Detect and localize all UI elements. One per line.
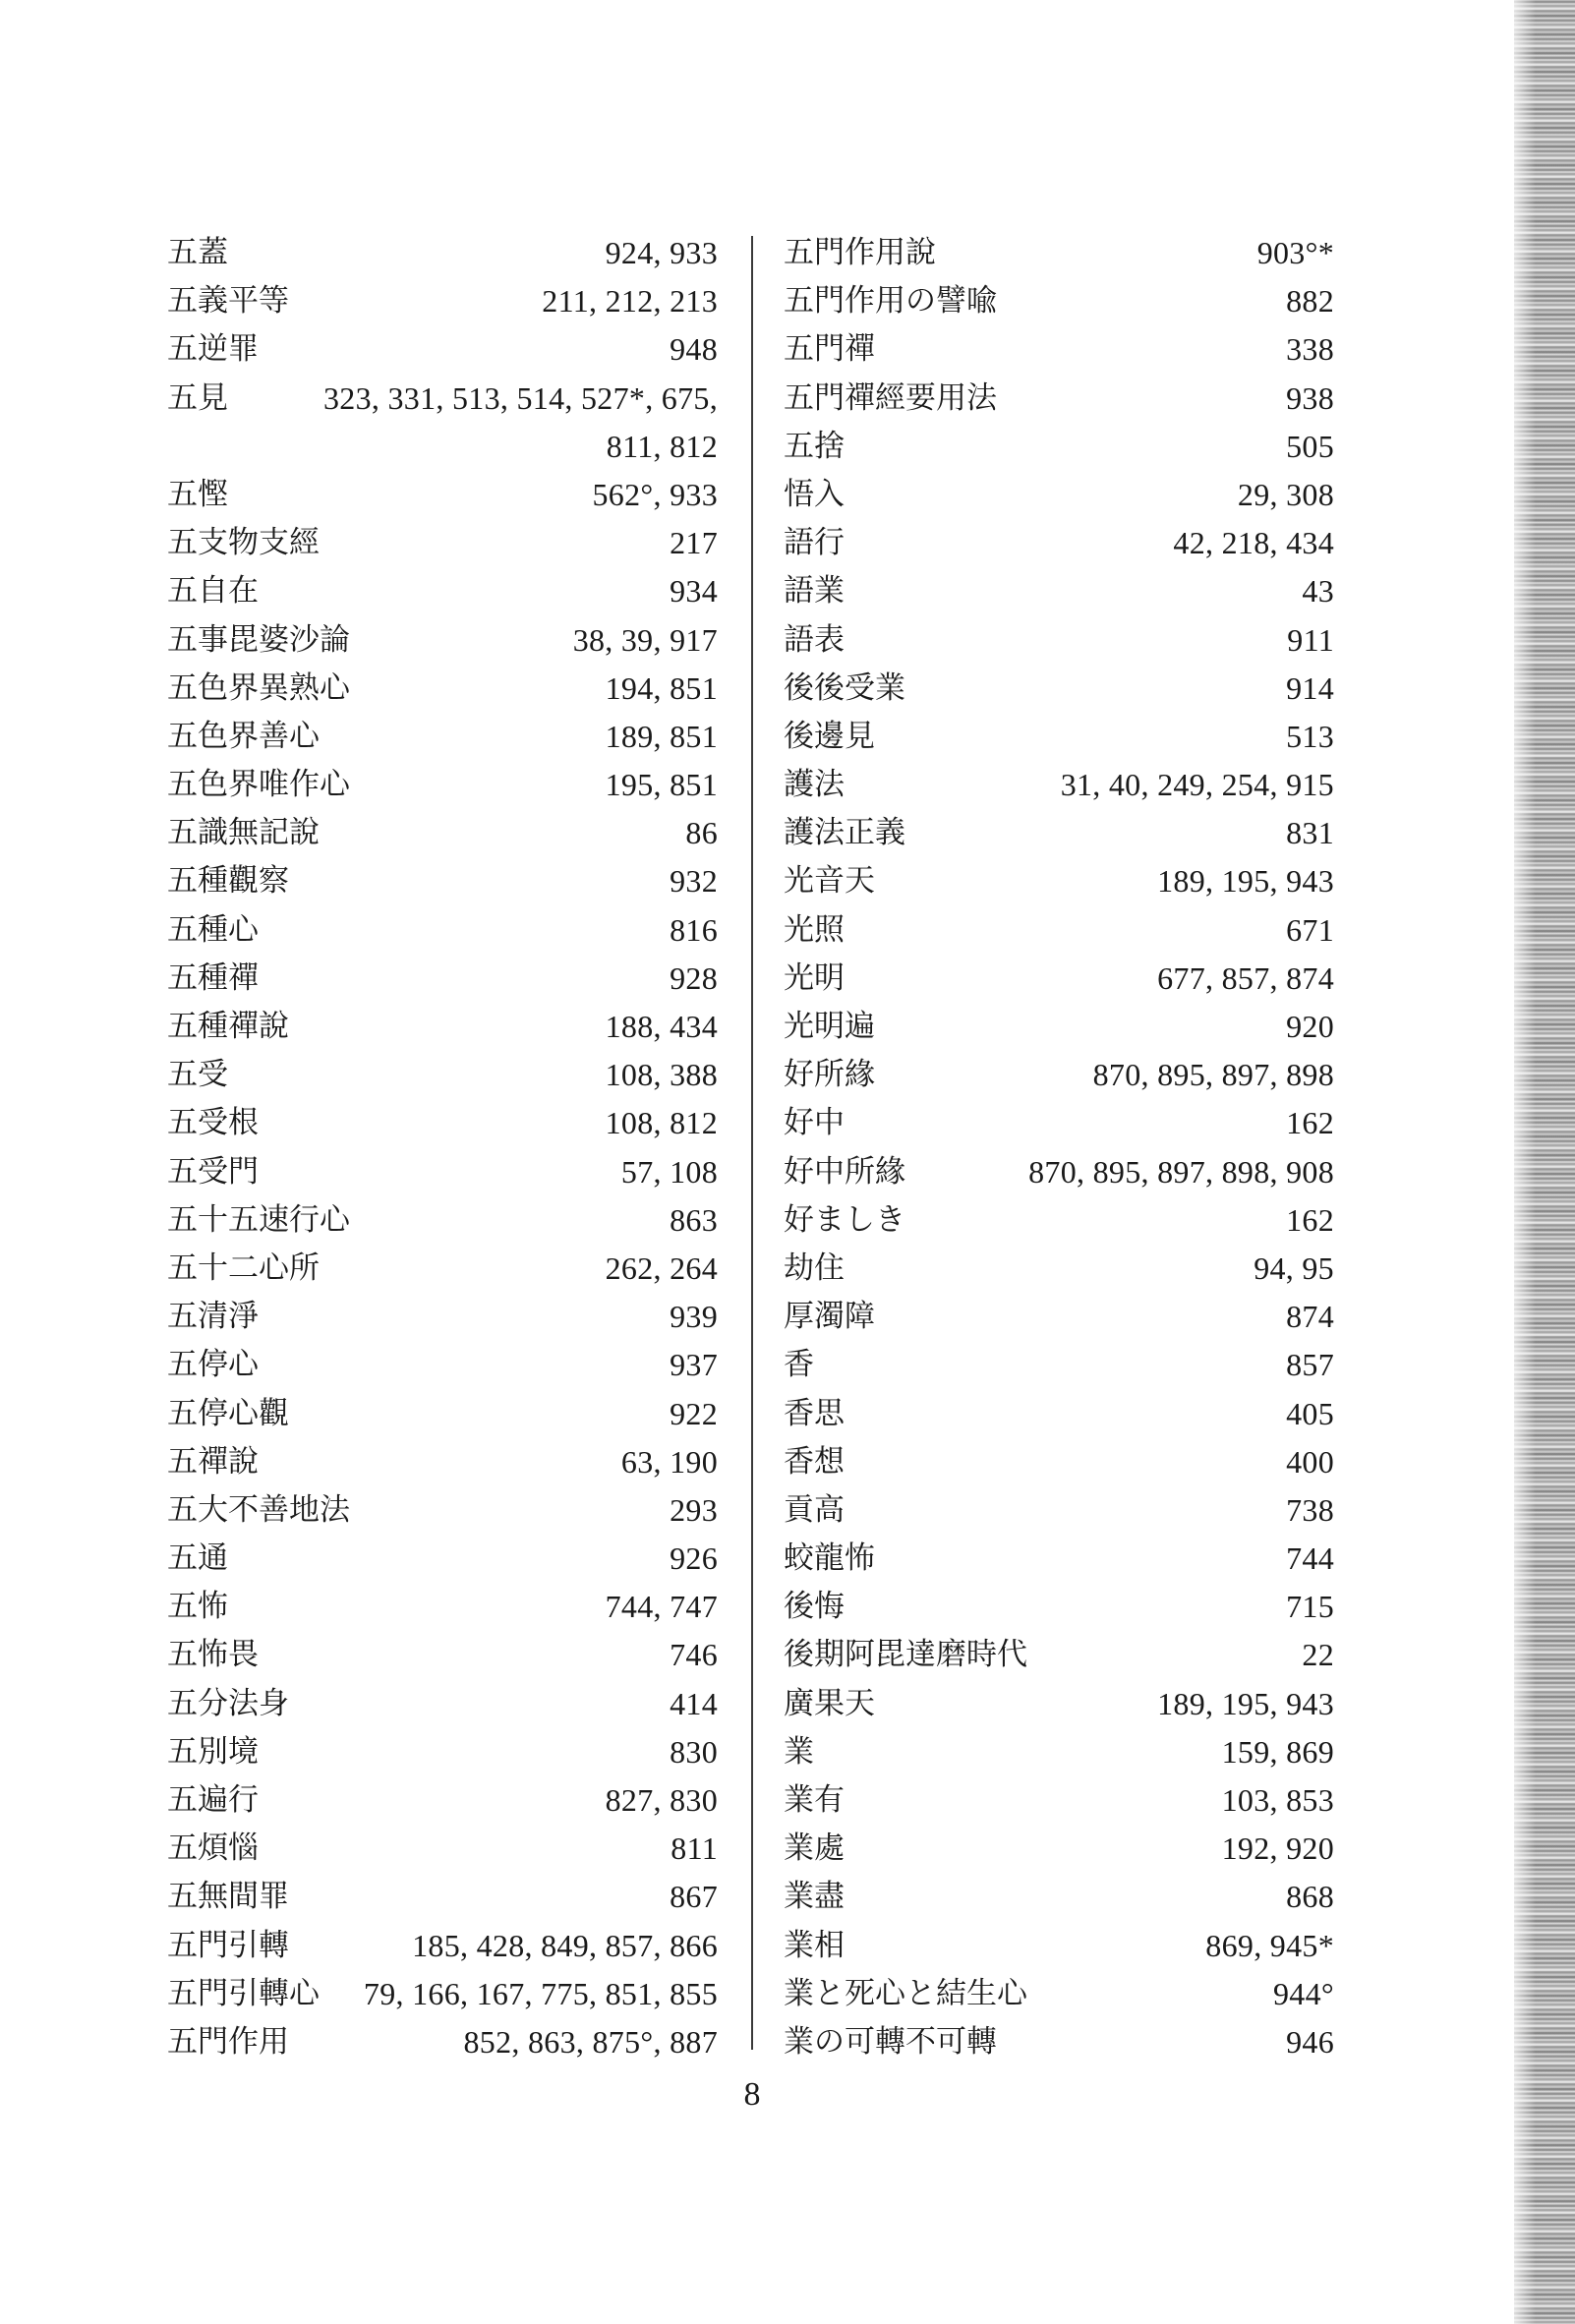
index-page-refs: 928	[670, 959, 718, 996]
index-entry	[167, 1438, 718, 1486]
index-term: 業有	[784, 1782, 845, 1818]
index-page-refs: 57, 108	[620, 1153, 718, 1190]
index-term: 五遍行	[167, 1782, 259, 1818]
index-entry	[167, 567, 718, 615]
index-term: 好中	[784, 1105, 845, 1141]
index-entry	[784, 1535, 1334, 1583]
index-entry	[784, 713, 1334, 761]
index-entry	[167, 1099, 718, 1147]
index-page-refs: 744	[1286, 1540, 1334, 1577]
index-term: 好所緣	[784, 1057, 875, 1093]
index-entry	[167, 1873, 718, 1921]
index-term: 五門禪經要用法	[784, 379, 997, 416]
index-page-refs: 911	[1287, 621, 1334, 658]
index-entry	[167, 375, 718, 423]
index-term: 五支物支經	[167, 525, 320, 561]
index-entry	[784, 1293, 1334, 1341]
index-term: 五自在	[167, 573, 259, 610]
index-entry	[167, 519, 718, 567]
index-page-refs: 79, 166, 167, 775, 851, 855	[363, 1975, 718, 2011]
index-entry	[784, 1390, 1334, 1438]
index-page-refs: 852, 863, 875°, 887	[463, 2023, 718, 2060]
index-entry	[167, 616, 718, 665]
index-page-refs: 338	[1286, 331, 1334, 368]
index-entry	[784, 1970, 1334, 2018]
index-term: 五色界唯作心	[167, 767, 350, 803]
index-page-refs: 857	[1286, 1347, 1334, 1383]
index-page-refs: 903°*	[1256, 235, 1334, 270]
index-entry	[167, 2018, 718, 2066]
index-term: 五慳	[167, 476, 228, 512]
index-term: 五十二心所	[167, 1249, 320, 1286]
index-term: 護法	[784, 767, 845, 803]
index-term: 業	[784, 1733, 814, 1770]
index-page-refs: 323, 331, 513, 514, 527*, 675,	[323, 379, 718, 416]
index-entry	[167, 1196, 718, 1245]
index-term: 五義平等	[167, 283, 289, 320]
index-term: 業盡	[784, 1879, 845, 1915]
index-entry	[167, 1922, 718, 1970]
index-entry	[167, 1776, 718, 1825]
index-page-refs: 882	[1286, 283, 1334, 320]
index-entry	[784, 567, 1334, 615]
index-page-refs: 195, 851	[605, 767, 718, 803]
index-entry	[167, 955, 718, 1003]
index-term: 五分法身	[167, 1685, 289, 1721]
index-term: 五門作用の譬喩	[784, 283, 997, 320]
index-entry	[784, 1873, 1334, 1921]
index-page-refs: 188, 434	[605, 1009, 718, 1044]
index-term: 好中所緣	[784, 1153, 905, 1190]
index-term: 光明	[784, 959, 845, 996]
index-term: 業相	[784, 1927, 845, 1963]
index-entry	[167, 1680, 718, 1728]
index-term: 五通	[167, 1540, 228, 1577]
index-page-refs: 162	[1286, 1201, 1334, 1238]
index-term: 香思	[784, 1395, 845, 1431]
column-divider	[751, 236, 753, 2050]
page-number: 8	[743, 2076, 761, 2113]
index-term: 劫住	[784, 1249, 845, 1286]
index-page-refs: 863	[670, 1201, 718, 1238]
index-term: 五門作用	[167, 2023, 289, 2060]
index-page-refs: 38, 39, 917	[572, 621, 718, 658]
index-entry	[167, 1728, 718, 1776]
index-page-refs: 827, 830	[605, 1782, 718, 1818]
index-entry	[784, 325, 1334, 374]
index-page-refs: 738	[1286, 1491, 1334, 1528]
index-page-refs: 937	[670, 1347, 718, 1383]
index-page-refs: 159, 869	[1221, 1733, 1334, 1770]
index-page-refs: 948	[670, 331, 718, 368]
index-entry	[784, 519, 1334, 567]
index-entry	[784, 375, 1334, 423]
index-entry	[784, 857, 1334, 905]
index-entry	[167, 1245, 718, 1293]
index-page-refs: 746	[670, 1637, 718, 1673]
index-entry	[167, 325, 718, 374]
index-entry	[167, 1003, 718, 1051]
index-page-refs: 938	[1286, 379, 1334, 416]
index-page-refs: 293	[670, 1491, 718, 1528]
index-term: 五怖	[167, 1589, 228, 1625]
index-entry	[784, 1776, 1334, 1825]
index-term: 後期阿毘達磨時代	[784, 1637, 1027, 1673]
index-page-refs: 189, 195, 943	[1157, 1685, 1334, 1721]
index-entry	[167, 1970, 718, 2018]
index-term: 語表	[784, 621, 845, 658]
index-entry	[784, 1438, 1334, 1486]
index-page-refs: 513	[1286, 718, 1334, 754]
index-entry	[167, 1148, 718, 1196]
index-column-right	[784, 229, 1334, 2066]
index-term: 五無間罪	[167, 1879, 289, 1915]
index-page-refs: 94, 95	[1254, 1249, 1334, 1286]
index-entry	[784, 616, 1334, 665]
index-entry	[167, 665, 718, 713]
index-page-refs: 946	[1286, 2023, 1334, 2060]
index-page-refs: 400	[1286, 1443, 1334, 1480]
index-entry	[167, 857, 718, 905]
index-page-refs: 867	[670, 1879, 718, 1915]
index-page-refs: 86	[685, 815, 718, 851]
index-entry	[784, 1051, 1334, 1099]
index-page-refs: 914	[1286, 669, 1334, 706]
index-entry	[167, 1631, 718, 1679]
index-entry	[167, 761, 718, 809]
index-term: 悟入	[784, 476, 845, 512]
index-page-refs: 874	[1286, 1299, 1334, 1335]
index-page-refs: 922	[670, 1395, 718, 1431]
index-entry	[784, 1196, 1334, 1245]
index-page-refs: 811, 812	[606, 428, 718, 464]
index-page-refs: 932	[670, 863, 718, 900]
index-page-refs: 926	[670, 1540, 718, 1577]
index-entry	[167, 423, 718, 471]
index-term: 五停心觀	[167, 1395, 289, 1431]
index-page-refs: 31, 40, 249, 254, 915	[1060, 767, 1334, 803]
index-entry	[784, 809, 1334, 857]
index-term: 五停心	[167, 1347, 259, 1383]
index-entry	[784, 1631, 1334, 1679]
index-term: 五大不善地法	[167, 1491, 350, 1528]
index-term: 五種觀察	[167, 863, 289, 900]
index-page-refs: 939	[670, 1299, 718, 1335]
index-page-refs: 677, 857, 874	[1157, 959, 1334, 996]
index-entry	[167, 906, 718, 955]
index-term: 業と死心と結生心	[784, 1975, 1027, 2011]
index-page-refs: 189, 195, 943	[1157, 863, 1334, 900]
index-entry	[784, 906, 1334, 955]
index-page-refs: 562°, 933	[592, 476, 718, 512]
index-entry	[167, 713, 718, 761]
index-entry	[784, 1922, 1334, 1970]
index-page-refs: 924, 933	[605, 235, 718, 270]
index-term: 語業	[784, 573, 845, 610]
index-term: 業處	[784, 1830, 845, 1867]
index-term: 蛟龍怖	[784, 1540, 875, 1577]
index-entry	[784, 1099, 1334, 1147]
index-entry	[784, 761, 1334, 809]
index-term: 五怖畏	[167, 1637, 259, 1673]
index-entry	[784, 471, 1334, 519]
index-term: 五清淨	[167, 1299, 259, 1335]
index-page-refs: 189, 851	[605, 718, 718, 754]
index-page-refs: 944°	[1273, 1975, 1334, 2011]
index-term: 五種心	[167, 911, 259, 948]
index-term: 五識無記說	[167, 815, 320, 851]
index-page-refs: 671	[1286, 911, 1334, 948]
index-term: 語行	[784, 525, 845, 561]
index-term: 五門引轉	[167, 1927, 289, 1963]
index-entry	[167, 1825, 718, 1873]
index-page-refs: 103, 853	[1221, 1782, 1334, 1818]
index-term: 業の可轉不可轉	[784, 2023, 997, 2060]
index-page-refs: 63, 190	[620, 1443, 718, 1480]
index-entry	[167, 229, 718, 277]
index-page-refs: 744, 747	[605, 1589, 718, 1625]
index-term: 光音天	[784, 863, 875, 900]
index-term: 後悔	[784, 1589, 845, 1625]
index-page-refs: 108, 812	[605, 1105, 718, 1141]
index-entry	[167, 471, 718, 519]
index-entry	[167, 277, 718, 325]
index-entry	[784, 1341, 1334, 1389]
index-page-refs: 211, 212, 213	[542, 283, 718, 320]
index-page-refs: 192, 920	[1221, 1830, 1334, 1867]
index-term: 光照	[784, 911, 845, 948]
index-page-refs: 405	[1286, 1395, 1334, 1431]
index-page-refs: 194, 851	[605, 669, 718, 706]
index-term: 光明遍	[784, 1009, 875, 1044]
index-page-refs: 22	[1302, 1637, 1334, 1673]
index-page-refs: 934	[670, 573, 718, 610]
index-page-refs: 162	[1286, 1105, 1334, 1141]
index-term: 五種禪說	[167, 1009, 289, 1044]
index-term: 五十五速行心	[167, 1201, 350, 1238]
index-page-refs: 43	[1302, 573, 1334, 610]
index-term: 五禪說	[167, 1443, 259, 1480]
index-term: 五受門	[167, 1153, 259, 1190]
index-page-refs: 869, 945*	[1205, 1927, 1334, 1963]
index-term: 五蓋	[167, 235, 228, 270]
index-entry	[784, 277, 1334, 325]
index-term: 五受	[167, 1057, 228, 1093]
index-page-refs: 217	[670, 525, 718, 561]
index-term: 五煩惱	[167, 1830, 259, 1867]
index-term: 五門引轉心	[167, 1975, 320, 2011]
index-term: 五受根	[167, 1105, 259, 1141]
index-page-refs: 414	[670, 1685, 718, 1721]
index-entry	[784, 2018, 1334, 2066]
index-term: 廣果天	[784, 1685, 875, 1721]
index-page-refs: 816	[670, 911, 718, 948]
index-entry	[167, 809, 718, 857]
index-term: 好ましき	[784, 1201, 905, 1238]
index-entry	[167, 1535, 718, 1583]
index-term: 五色界善心	[167, 718, 320, 754]
index-entry	[784, 1003, 1334, 1051]
index-entry	[784, 1680, 1334, 1728]
index-term: 五門禪	[784, 331, 875, 368]
index-entry	[784, 1486, 1334, 1535]
index-page-refs: 29, 308	[1237, 476, 1334, 512]
index-term: 後邊見	[784, 718, 875, 754]
index-term: 五門作用說	[784, 235, 936, 270]
index-term: 後後受業	[784, 669, 905, 706]
index-term: 五事毘婆沙論	[167, 621, 350, 658]
index-term: 護法正義	[784, 815, 905, 851]
index-entry	[167, 1341, 718, 1389]
index-entry	[784, 955, 1334, 1003]
index-page-refs: 715	[1286, 1589, 1334, 1625]
index-term: 香想	[784, 1443, 845, 1480]
index-term: 五種禪	[167, 959, 259, 996]
index-term: 五捨	[784, 428, 845, 464]
index-entry	[167, 1583, 718, 1631]
page-edge-fade	[1506, 0, 1536, 2324]
index-term: 五見	[167, 379, 228, 416]
index-entry	[167, 1051, 718, 1099]
index-page-refs: 868	[1286, 1879, 1334, 1915]
index-entry	[167, 1486, 718, 1535]
index-page-refs: 831	[1286, 815, 1334, 851]
index-entry	[784, 423, 1334, 471]
index-page-refs: 42, 218, 434	[1173, 525, 1334, 561]
index-page-refs: 505	[1286, 428, 1334, 464]
index-column-left	[167, 229, 718, 2066]
index-page-refs: 811	[671, 1830, 718, 1867]
index-entry	[784, 1825, 1334, 1873]
index-term: 五逆罪	[167, 331, 259, 368]
index-entry	[784, 1148, 1334, 1196]
index-term: 貢高	[784, 1491, 845, 1528]
index-page-refs: 262, 264	[605, 1249, 718, 1286]
index-entry	[784, 1245, 1334, 1293]
index-term: 香	[784, 1347, 814, 1383]
index-page-refs: 108, 388	[605, 1057, 718, 1093]
index-page-refs: 830	[670, 1733, 718, 1770]
index-page-refs: 870, 895, 897, 898	[1092, 1057, 1334, 1093]
index-term: 五色界異熟心	[167, 669, 350, 706]
index-entry	[784, 1728, 1334, 1776]
index-page-refs: 870, 895, 897, 898, 908	[1028, 1153, 1334, 1190]
index-entry	[167, 1390, 718, 1438]
index-term: 厚濁障	[784, 1299, 875, 1335]
index-entry	[784, 665, 1334, 713]
index-page-refs: 920	[1286, 1009, 1334, 1044]
index-entry	[784, 1583, 1334, 1631]
index-page-refs: 185, 428, 849, 857, 866	[412, 1927, 718, 1963]
index-entry	[784, 229, 1334, 277]
index-entry	[167, 1293, 718, 1341]
index-term: 五別境	[167, 1733, 259, 1770]
